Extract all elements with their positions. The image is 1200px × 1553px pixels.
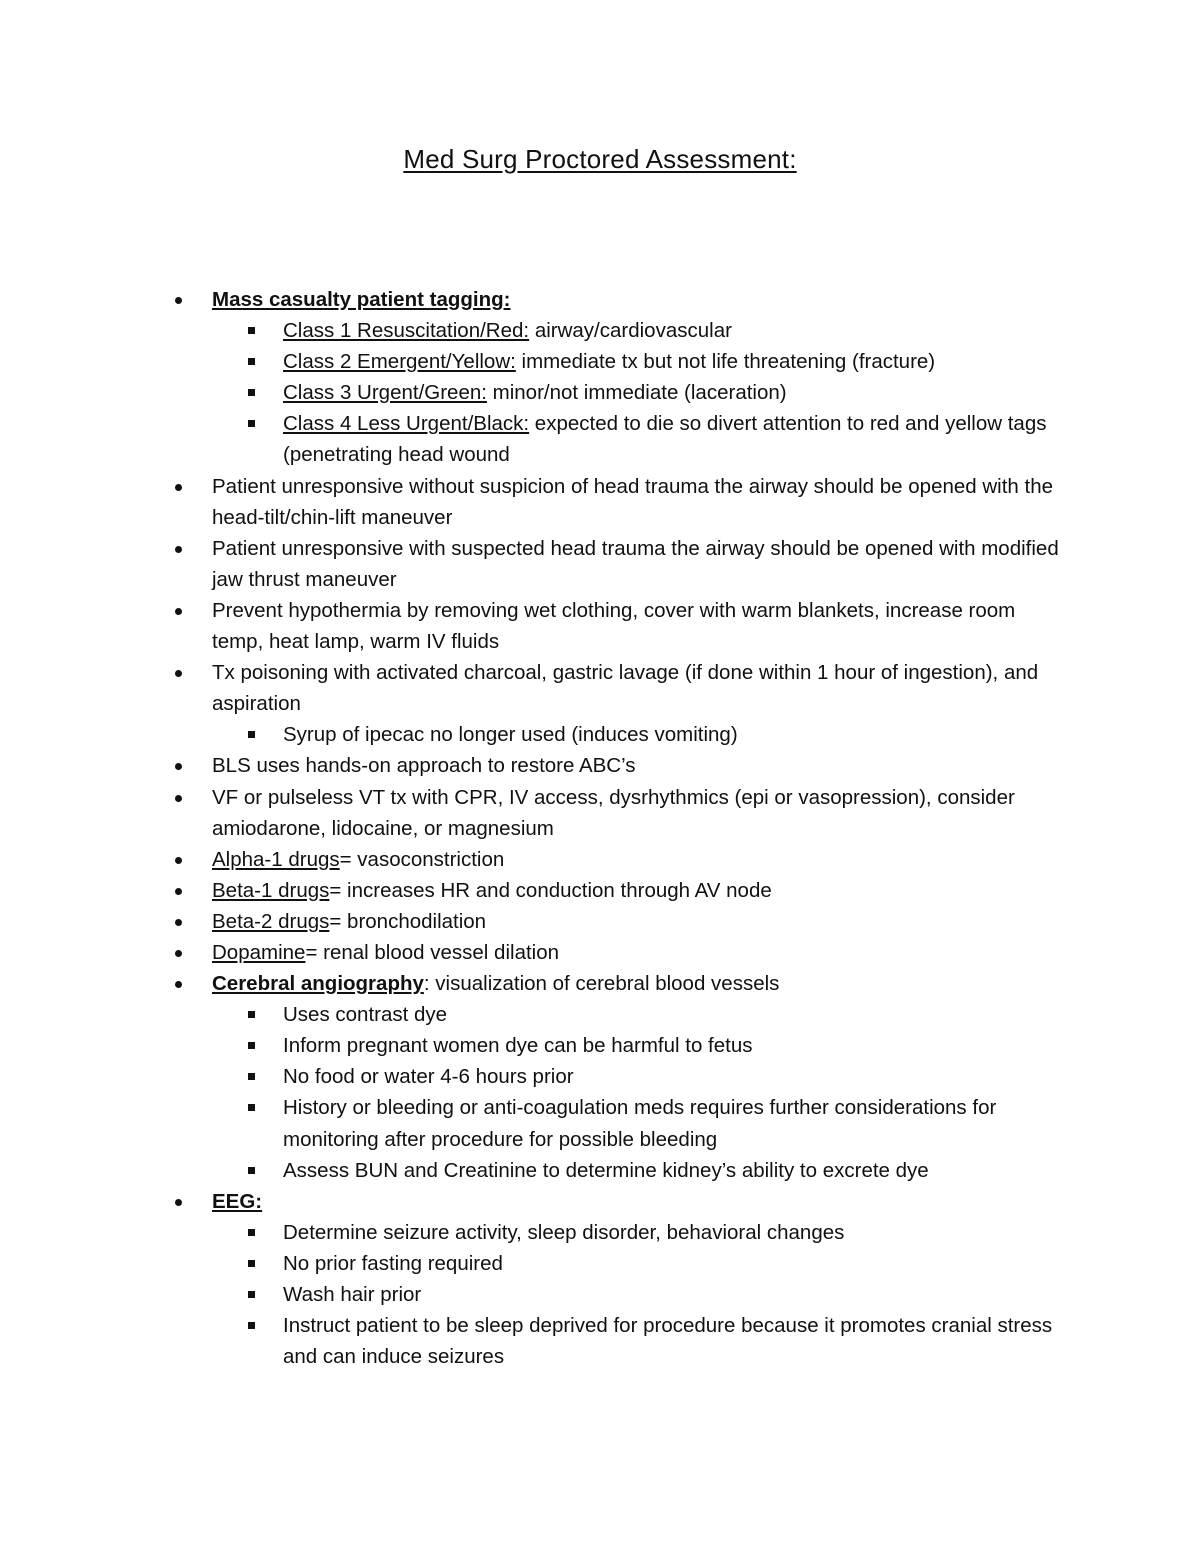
sub-list-item	[0, 1155, 1063, 1186]
item-text: minor/not immediate (laceration)	[486, 381, 787, 405]
sub-list-item	[0, 1092, 1063, 1154]
item-lead: Class 1 Resuscitation/Red:	[283, 319, 530, 343]
bullet-square-icon	[248, 1073, 255, 1080]
bullet-square-icon	[248, 389, 255, 396]
item-text: Assess BUN and Creatinine to determine kidney’s ability to excrete dye	[283, 1158, 929, 1182]
item-text: immediate tx but not life threatening (fracture)	[515, 350, 936, 374]
bullet-square-icon	[248, 1011, 255, 1018]
item-text: Determine seizure activity, sleep disorder, behavioral changes	[283, 1220, 845, 1244]
bullet-dot-icon	[175, 484, 182, 491]
sub-list-item	[0, 315, 1063, 346]
list-item	[0, 875, 1062, 906]
bullet-dot-icon	[175, 857, 182, 864]
list-item	[0, 968, 1062, 999]
list-item	[0, 471, 1062, 533]
sub-list-item	[0, 408, 1063, 470]
item-text: No prior fasting required	[283, 1251, 503, 1275]
list-item	[0, 844, 1062, 875]
page-title: Med Surg Proctored Assessment:	[403, 144, 797, 174]
sub-list-item	[0, 346, 1063, 377]
bullet-square-icon	[248, 1042, 255, 1049]
item-lead: Beta-1 drugs	[212, 878, 330, 902]
item-text: Uses contrast dye	[283, 1003, 448, 1027]
bullet-dot-icon	[175, 919, 182, 926]
item-text: = vasoconstriction	[339, 847, 505, 871]
item-text: Inform pregnant women dye can be harmful to fetus	[283, 1034, 753, 1058]
list-item	[0, 595, 1062, 657]
list-item	[0, 750, 1062, 781]
item-text: BLS uses hands-on approach to restore ABC’s	[212, 754, 636, 778]
item-text: expected to die so divert attention to red and yellow tags (penetrating head wound	[283, 412, 1047, 467]
item-lead: EEG:	[212, 1189, 263, 1213]
item-lead: Mass casualty patient tagging:	[212, 288, 511, 311]
sub-list-item	[0, 377, 1063, 408]
sub-list-item	[0, 1310, 1063, 1372]
bullet-dot-icon	[175, 981, 182, 988]
list-item	[0, 284, 1062, 315]
bullet-dot-icon	[175, 950, 182, 957]
item-text: Prevent hypothermia by removing wet clothing, cover with warm blankets, increase room temp, heat lamp, warm IV fluids	[212, 598, 1016, 654]
item-lead: Class 2 Emergent/Yellow:	[283, 350, 516, 374]
item-lead: Alpha-1 drugs	[212, 847, 340, 871]
item-text: Wash hair prior	[283, 1283, 422, 1306]
bullet-square-icon	[248, 327, 255, 334]
bullet-square-icon	[248, 420, 255, 427]
list-item	[0, 937, 1062, 968]
list-item	[0, 533, 1062, 595]
item-text: History or bleeding or anti-coagulation meds requires further considerations for monitoring after procedure for possible bleeding	[283, 1096, 997, 1151]
bullet-dot-icon	[175, 608, 182, 615]
bullet-square-icon	[248, 358, 255, 365]
bullet-square-icon	[248, 1260, 255, 1267]
sub-list-item	[0, 1248, 1063, 1279]
bullet-dot-icon	[175, 763, 182, 770]
item-lead: Beta-2 drugs	[212, 909, 330, 933]
bullet-dot-icon	[175, 546, 182, 553]
item-text: Instruct patient to be sleep deprived for procedure because it promotes cranial stress and can induce seizures	[283, 1314, 1053, 1369]
item-lead: Class 3 Urgent/Green:	[283, 381, 487, 405]
item-text: = bronchodilation	[329, 909, 487, 933]
sub-list-item	[0, 1279, 1063, 1310]
notes-list	[0, 284, 1200, 1372]
list-item	[0, 782, 1062, 844]
bullet-dot-icon	[175, 1199, 182, 1206]
item-text: airway/cardiovascular	[529, 319, 732, 343]
bullet-square-icon	[248, 1229, 255, 1236]
sub-list-item	[0, 1030, 1063, 1061]
bullet-square-icon	[248, 1104, 255, 1111]
item-text: Tx poisoning with activated charcoal, gastric lavage (if done within 1 hour of ingestion), and aspiration	[212, 661, 1039, 716]
bullet-square-icon	[248, 1322, 255, 1329]
bullet-square-icon	[248, 731, 255, 738]
item-lead: Cerebral angiography	[212, 972, 424, 996]
item-text: No food or water 4-6 hours prior	[283, 1065, 574, 1089]
list-item	[0, 657, 1062, 719]
bullet-dot-icon	[175, 670, 182, 677]
item-text: = increases HR and conduction through AV node	[329, 878, 772, 902]
list-item	[0, 1186, 1062, 1217]
item-text: VF or pulseless VT tx with CPR, IV access, dysrhythmics (epi or vasopression), consider amiodarone, lidocaine, or magnesium	[212, 785, 1015, 840]
sub-list-item	[0, 999, 1063, 1030]
item-text: Patient unresponsive with suspected head trauma the airway should be opened with modified jaw thrust maneuver	[212, 536, 1059, 591]
item-lead: Class 4 Less Urgent/Black:	[283, 412, 530, 436]
bullet-dot-icon	[175, 888, 182, 895]
sub-list-item	[0, 719, 1063, 750]
bullet-dot-icon	[175, 297, 182, 304]
item-text: Patient unresponsive without suspicion of head trauma the airway should be opened with the head-tilt/chin-lift maneuver	[212, 474, 1054, 529]
item-lead: Dopamine	[212, 940, 306, 964]
item-text: = renal blood vessel dilation	[305, 940, 560, 964]
sub-list-item	[0, 1061, 1063, 1092]
list-item	[0, 906, 1062, 937]
bullet-square-icon	[248, 1167, 255, 1174]
item-text: Syrup of ipecac no longer used (induces vomiting)	[283, 723, 738, 747]
bullet-dot-icon	[175, 795, 182, 802]
item-text: : visualization of cerebral blood vessels	[423, 972, 780, 996]
bullet-square-icon	[248, 1291, 255, 1298]
sub-list-item	[0, 1217, 1063, 1248]
